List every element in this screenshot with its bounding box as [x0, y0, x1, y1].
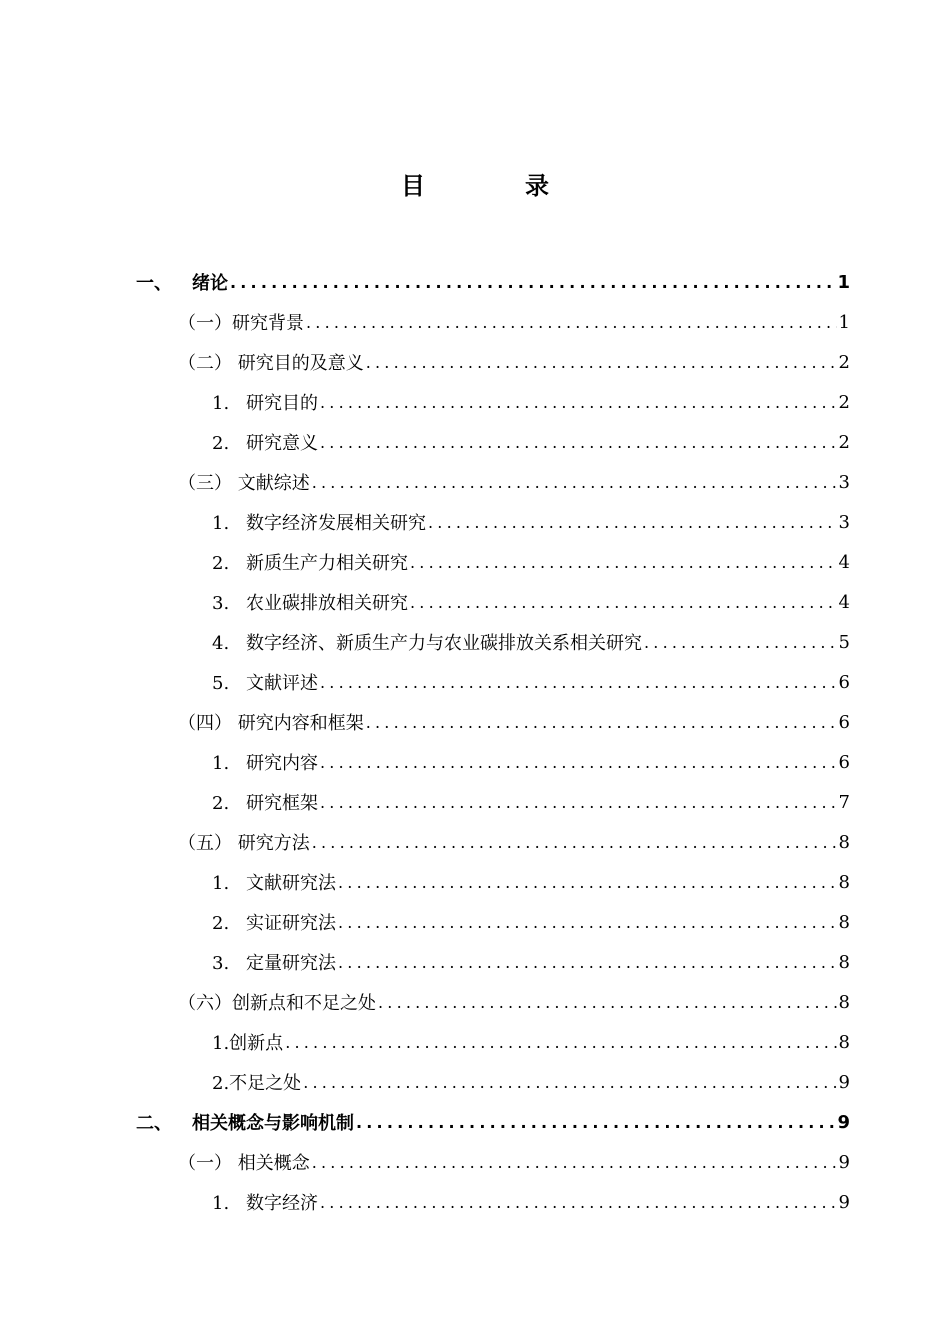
dot-leader [338, 913, 837, 932]
toc-entry-number: 二、 [136, 1113, 172, 1134]
dot-leader [320, 393, 837, 412]
dot-leader [320, 793, 837, 812]
dot-leader [338, 873, 837, 892]
dot-leader [312, 473, 837, 492]
toc-entry-label: 新质生产力相关研究 [246, 553, 408, 574]
toc-entry[interactable] [178, 822, 850, 862]
dot-leader [378, 993, 837, 1012]
toc-entry-label: （一） 相关概念 [178, 1153, 310, 1174]
toc-entry-page: 4 [838, 551, 850, 573]
toc-entry-page: 7 [838, 791, 850, 813]
toc-entry[interactable] [212, 542, 850, 582]
toc-entry-number: 2. [212, 553, 230, 574]
dot-leader [320, 673, 837, 692]
toc-entry-page: 9 [837, 1111, 850, 1133]
toc-entry-label: 农业碳排放相关研究 [246, 593, 408, 614]
toc-entry[interactable] [212, 782, 850, 822]
toc-entry-page: 8 [838, 831, 850, 853]
toc-entry-number: 一、 [136, 273, 172, 294]
toc-entry[interactable] [178, 462, 850, 502]
toc-entry-page: 4 [838, 591, 850, 613]
toc-entry-number: 2. [212, 913, 230, 934]
dot-leader [356, 1113, 835, 1132]
dot-leader [410, 593, 837, 612]
toc-entry-number: 2. [212, 793, 230, 814]
toc-entry-label: 1.创新点 [212, 1033, 284, 1054]
toc-entry-label: 研究框架 [246, 793, 318, 814]
toc-entry-number: 3. [212, 953, 230, 974]
toc-entry[interactable] [212, 862, 850, 902]
dot-leader [320, 433, 837, 452]
dot-leader [338, 953, 837, 972]
toc-entry-label: 绪论 [192, 273, 228, 294]
toc-entry-number: 1. [212, 873, 230, 894]
toc-entry-page: 3 [838, 471, 850, 493]
toc-entry-label: （一）研究背景 [178, 313, 304, 334]
toc-entry[interactable] [178, 1142, 850, 1182]
toc-entry[interactable] [212, 422, 850, 462]
toc-entry[interactable] [136, 1102, 850, 1142]
toc-entry-label: 文献研究法 [246, 873, 336, 894]
toc-entry[interactable] [212, 1062, 850, 1102]
toc-entry-page: 8 [838, 991, 850, 1013]
dot-leader [312, 833, 837, 852]
toc-entry-number: 3. [212, 593, 230, 614]
toc-entry-page: 6 [838, 671, 850, 693]
toc-entry-label: （四） 研究内容和框架 [178, 713, 364, 734]
toc-entry[interactable] [212, 582, 850, 622]
dot-leader [320, 1193, 837, 1212]
dot-leader [285, 1033, 836, 1052]
toc-entry-label: 实证研究法 [246, 913, 336, 934]
toc-entry-number: 1. [212, 393, 230, 414]
toc-entry-page: 6 [838, 711, 850, 733]
dot-leader [320, 753, 837, 772]
toc-entry[interactable] [212, 742, 850, 782]
dot-leader [366, 713, 837, 732]
toc-entry-page: 9 [838, 1071, 850, 1093]
toc-entry[interactable] [212, 502, 850, 542]
toc-entry-label: 2.不足之处 [212, 1073, 302, 1094]
toc-entry[interactable] [178, 302, 850, 342]
toc-entry[interactable] [136, 262, 850, 302]
toc-entry-label: 研究目的 [246, 393, 318, 414]
toc-entry[interactable] [212, 902, 850, 942]
toc-entry[interactable] [212, 382, 850, 422]
toc-entry[interactable] [178, 982, 850, 1022]
toc-entry-label: 文献评述 [246, 673, 318, 694]
toc-entry-label: （六）创新点和不足之处 [178, 993, 376, 1014]
dot-leader [306, 313, 837, 332]
toc-entry-page: 2 [838, 431, 850, 453]
toc-entry-label: （三） 文献综述 [178, 473, 310, 494]
toc-entry[interactable] [178, 702, 850, 742]
toc-entry-page: 8 [838, 911, 850, 933]
toc-entry-label: 定量研究法 [246, 953, 336, 974]
toc-entry-label: 研究内容 [246, 753, 318, 774]
toc-entry-page: 2 [838, 351, 850, 373]
toc-entry-number: 2. [212, 433, 230, 454]
dot-leader [644, 633, 837, 652]
toc-entry-label: （五） 研究方法 [178, 833, 310, 854]
dot-leader [303, 1073, 836, 1092]
toc-entry-page: 9 [838, 1191, 850, 1213]
dot-leader [312, 1153, 837, 1172]
toc-entry[interactable] [212, 622, 850, 662]
toc-title [0, 168, 950, 204]
toc-entry-page: 2 [838, 391, 850, 413]
toc-entry-label: 研究意义 [246, 433, 318, 454]
toc-entry-number: 1. [212, 1193, 230, 1214]
toc-entry-page: 1 [838, 311, 850, 333]
toc-entry-number: 4. [212, 633, 230, 654]
toc-entry-label: 数字经济 [246, 1193, 318, 1214]
toc-entry-page: 8 [838, 871, 850, 893]
toc-entry[interactable] [212, 942, 850, 982]
toc-entry-number: 5. [212, 673, 230, 694]
toc-entry-page: 6 [838, 751, 850, 773]
toc-entry[interactable] [178, 342, 850, 382]
toc-entry-label: 相关概念与影响机制 [192, 1113, 354, 1134]
dot-leader [366, 353, 837, 372]
toc-entry[interactable] [212, 1022, 850, 1062]
toc-entry[interactable] [212, 662, 850, 702]
toc-entry-page: 9 [838, 1151, 850, 1173]
toc-entry-page: 8 [838, 951, 850, 973]
toc-entry[interactable] [212, 1182, 850, 1222]
toc-entry-label: 数字经济、新质生产力与农业碳排放关系相关研究 [246, 633, 642, 654]
toc-entry-label: 数字经济发展相关研究 [246, 513, 426, 534]
toc-title-right: 录 [525, 172, 549, 200]
toc-entry-number: 1. [212, 753, 230, 774]
toc-entry-number: 1. [212, 513, 230, 534]
dot-leader [428, 513, 837, 532]
toc-entry-page: 5 [838, 631, 850, 653]
toc-title-left: 目 [401, 172, 425, 200]
toc-entry-page: 3 [838, 511, 850, 533]
toc-entry-page: 1 [837, 271, 850, 293]
dot-leader [410, 553, 837, 572]
toc-entry-label: （二） 研究目的及意义 [178, 353, 364, 374]
toc-entry-page: 8 [838, 1031, 850, 1053]
dot-leader [230, 273, 835, 292]
